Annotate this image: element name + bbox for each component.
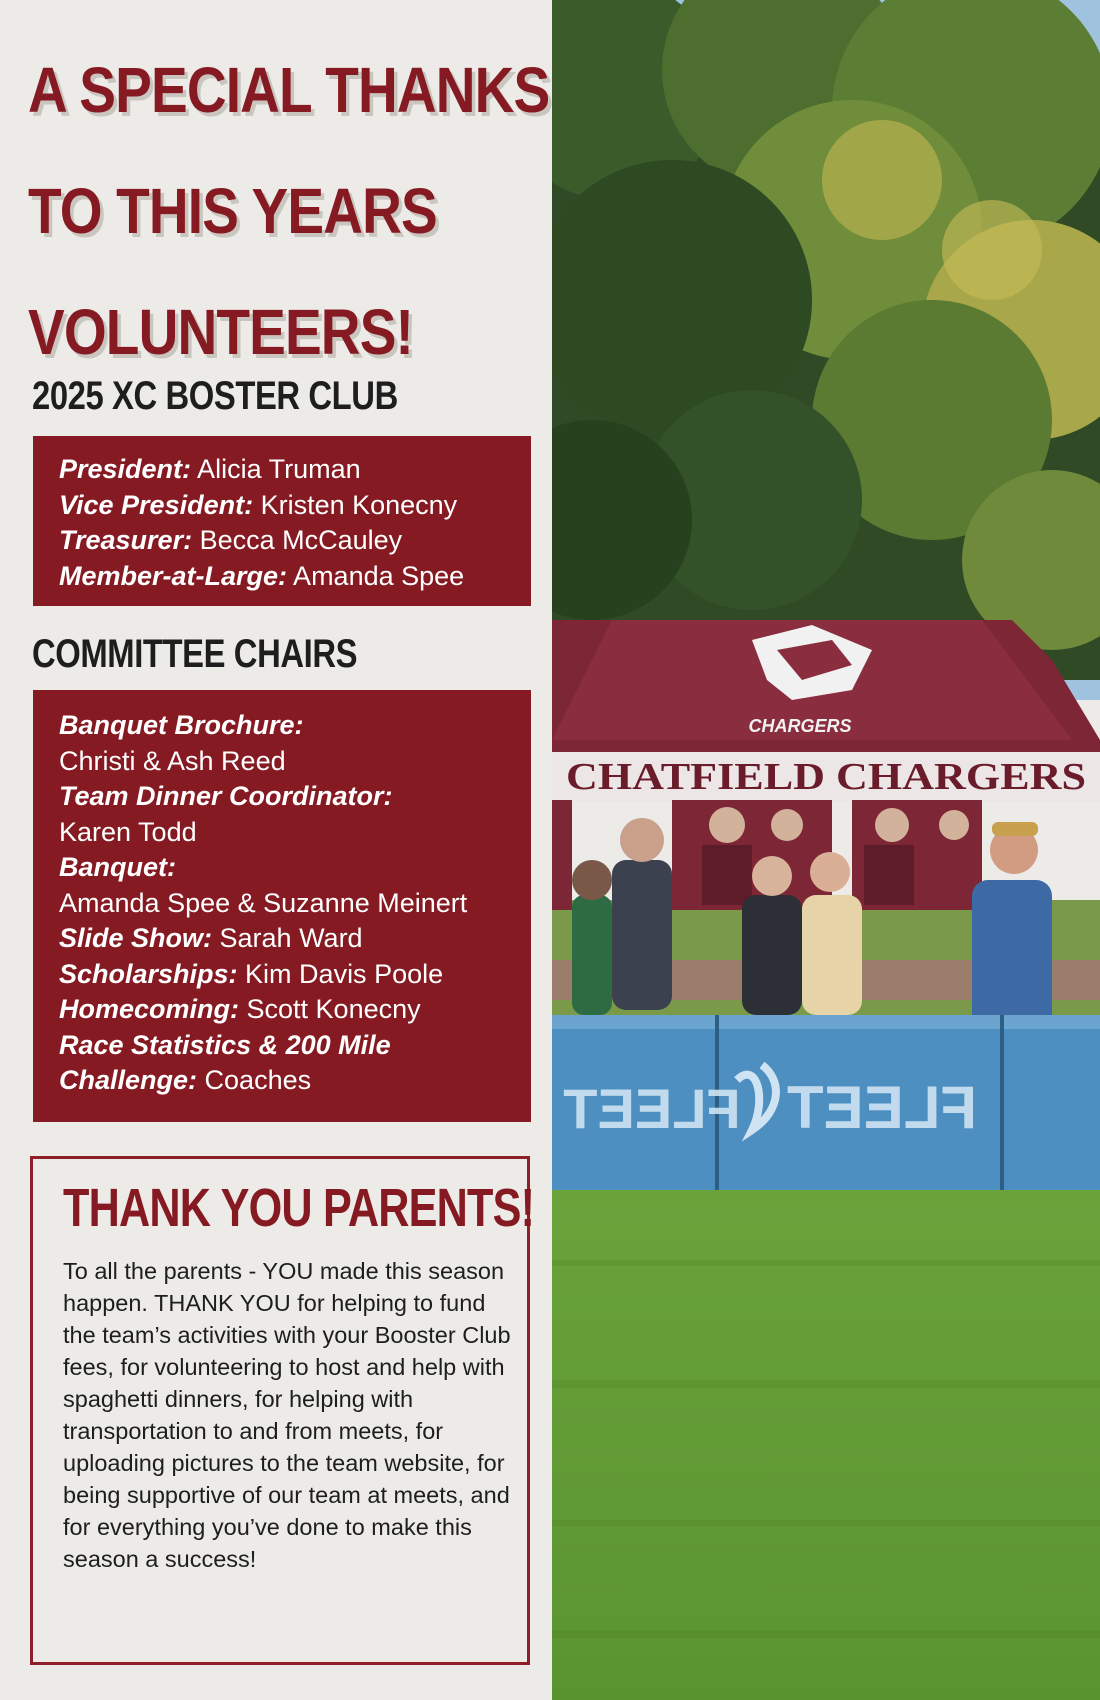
committee-row [59,779,531,815]
fence-text-mirrored-2: FLEET [787,1074,977,1141]
committee-person-name: Scott Konecny [239,994,421,1024]
committee-row [59,992,531,1028]
thank-you-parents-box [30,1156,535,1665]
headline-line-3: VOLUNTEERS! [28,296,414,368]
committee-person-name: Amanda Spee & Suzanne Meinert [59,887,468,918]
committee-row [59,708,531,744]
fence-text-mirrored-1: FLEET [563,1077,741,1140]
committee-row [59,957,531,993]
committee-row [59,744,531,780]
committee-role-label: Banquet Brochure: [59,710,304,740]
committee-person-name: Christi & Ash Reed [59,745,286,776]
headline-line-1: A SPECIAL THANKS [28,54,550,126]
booster-club-row [59,452,531,488]
booster-club-person-name: Becca McCauley [192,525,403,555]
tent [552,620,1100,802]
committee-role-label: Slide Show: [59,923,213,953]
committee-person-name: Sarah Ward [212,923,363,953]
parents-message: To all the parents - YOU made this season happen. THANK YOU for helping to fund the team’s activities with your Booster Club fees, for volunteering to host and help with spaghetti dinners, for helping with transportation to and from meets, for uploading pictures to the team website, for being supportive of our team at meets, and for everything you’ve done to make this season a success! [63,1258,511,1572]
booster-club-person-name: Kristen Konecny [253,489,458,520]
booster-club-row [59,559,531,595]
tent-logo-text: CHARGERS [748,716,852,736]
committee-chairs-box [33,690,531,1122]
booster-club-role-label: Member-at-Large: [59,560,288,591]
photo-illustration [552,0,1100,1700]
team-tent-photo [552,0,1100,1700]
committee-person-name: Coaches [197,1065,312,1095]
booster-club-role-label: Treasurer: [59,525,193,555]
fleet-fence [552,1015,1100,1190]
booster-club-person-name: Alicia Truman [191,454,361,484]
booster-club-person-name: Amanda Spee [287,560,465,591]
booster-club-role-label: Vice President: [59,489,254,520]
booster-club-row [59,523,531,559]
tree-canopy [552,0,1100,680]
committee-role-label: Race Statistics & 200 Mile [59,1029,391,1060]
committee-chairs-title: COMMITTEE CHAIRS [32,632,358,676]
headline-line-2: TO THIS YEARS [28,175,437,247]
booster-club-row [59,488,531,524]
parents-title: THANK YOU PARENTS! [63,1178,535,1238]
committee-row [59,886,531,922]
committee-row [59,1063,531,1099]
committee-role-label: Banquet: [59,852,176,882]
booster-club-role-label: President: [59,454,192,484]
booster-club-title: 2025 XC BOSTER CLUB [32,374,398,418]
committee-role-label: Scholarships: [59,958,238,989]
committee-row [59,815,531,851]
committee-person-name: Kim Davis Poole [237,958,444,989]
committee-row [59,921,531,957]
tent-banner-text: CHATFIELD CHARGERS [566,756,1086,798]
committee-role-label: Challenge: [59,1065,198,1095]
page-headline [28,30,550,393]
committee-role-label: Homecoming: [59,994,240,1024]
grass-field [552,1190,1100,1700]
committee-person-name: Karen Todd [59,816,197,847]
committee-row [59,1028,531,1064]
committee-row [59,850,531,886]
booster-club-box [33,436,531,606]
committee-role-label: Team Dinner Coordinator: [59,781,393,811]
